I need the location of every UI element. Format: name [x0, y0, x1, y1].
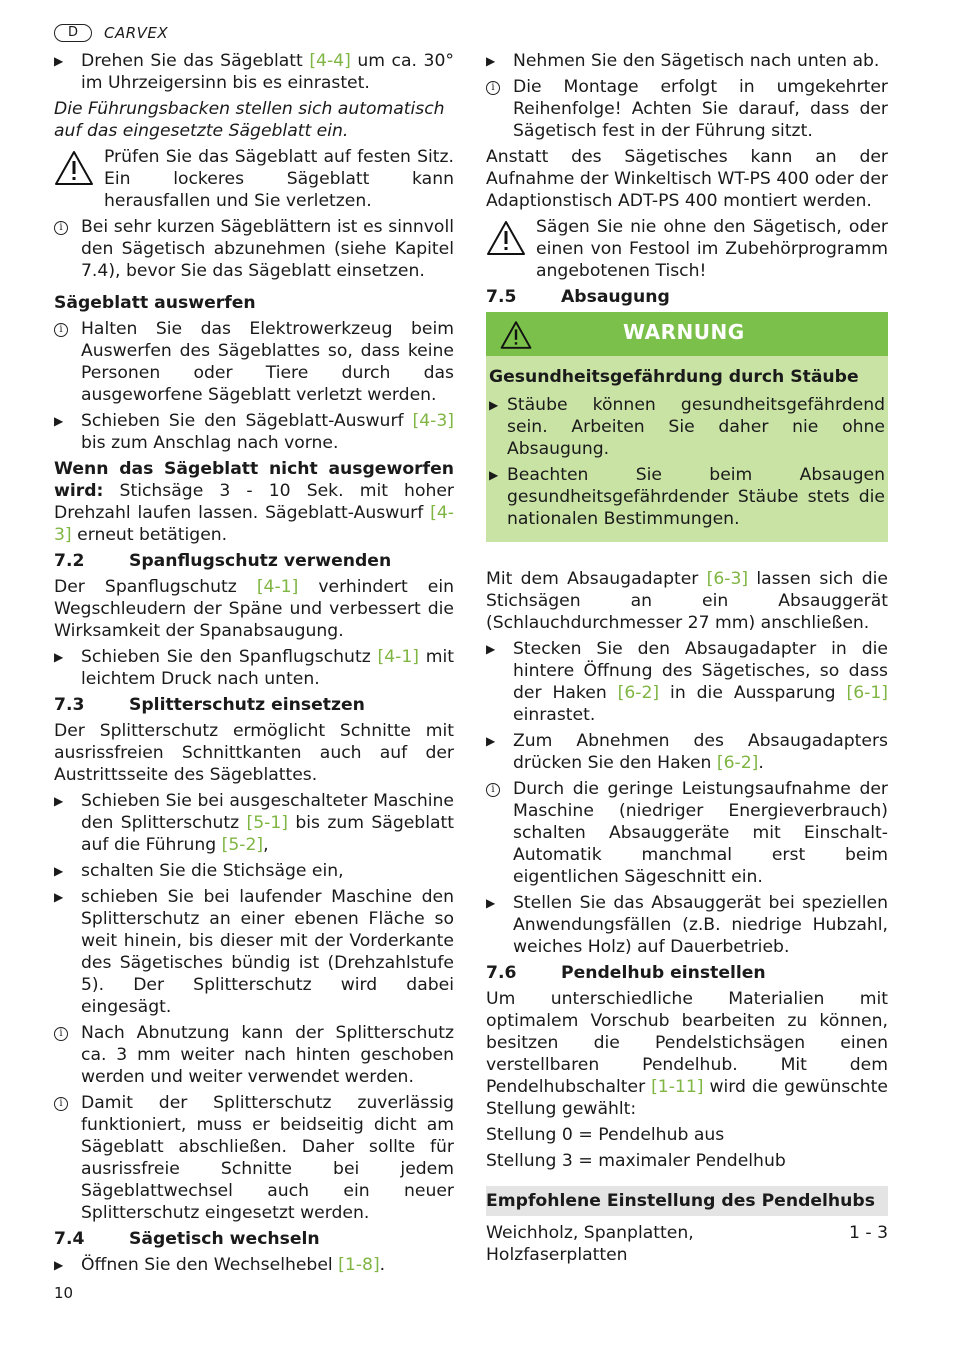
list-item: ▶ Nehmen Sie den Sägetisch nach unten ab. — [486, 51, 880, 71]
setting-value: 1 - 3 — [849, 1223, 888, 1243]
figure-reference: [6-2] — [716, 753, 759, 773]
info-note: i Nach Abnutzung kann der Splitterschutz ca. 3 mm weiter nach hinten geschoben werden und weiter verwendet werden. — [54, 1022, 454, 1088]
list-item: ▶ Zum Abnehmen des Absaugadapters drücken Sie den Haken [6-2]. — [486, 731, 888, 773]
list-item: ▶ Beachten Sie beim Absaugen gesundheitsgefährdender Stäube stets die nationalen Bestimmungen. — [489, 465, 885, 529]
page-number: 10 — [54, 1284, 74, 1302]
triangle-right-icon: ▶ — [486, 896, 496, 910]
warning-note: Prüfen Sie das Sägeblatt auf festen Sitz. Ein lockeres Sägeblatt kann herausfallen und Sie verletzen. — [54, 146, 454, 212]
section-heading-7-6: 7.6 Pendelhub einstellen — [486, 963, 766, 983]
paragraph: Wenn das Sägeblatt nicht ausgeworfen wird: Stichsäge 3 - 10 Sek. mit hoher Drehzahl laufen lassen. Sägeblatt-Auswurf [4-3] erneut betätigen. — [54, 459, 454, 545]
figure-reference: [5-1] — [246, 813, 289, 833]
subheading: Sägeblatt auswerfen — [54, 293, 256, 313]
info-icon: i — [486, 783, 500, 797]
warning-note: Sägen Sie nie ohne den Sägetisch, oder einen von Festool im Zubehörprogramm angebotenen Tisch! — [486, 216, 888, 282]
brand-name: CARVEX — [104, 24, 169, 42]
triangle-right-icon: ▶ — [54, 794, 64, 808]
setting-line: Stellung 3 = maximaler Pendelhub — [486, 1151, 786, 1171]
list-item: ▶ Stäube können gesundheitsgefährdend sein. Arbeiten Sie daher nie ohne Absaugung. — [489, 395, 885, 459]
list-item: ▶ Schieben Sie den Spanflugschutz [4-1] mit leichtem Druck nach unten. — [54, 647, 454, 689]
figure-reference: [6-1] — [846, 683, 888, 703]
list-item: ▶ Drehen Sie das Sägeblatt [4-4] um ca. 30° im Uhrzeigersinn bis es einrastet. — [54, 51, 454, 93]
section-heading-7-2: 7.2 Spanflugschutz verwenden — [54, 551, 392, 571]
language-badge: D — [54, 24, 92, 42]
list-item: ▶ Schieben Sie den Sägeblatt-Auswurf [4-3] bis zum Anschlag nach vorne. — [54, 411, 454, 453]
triangle-right-icon: ▶ — [486, 642, 496, 656]
triangle-right-icon: ▶ — [486, 734, 496, 748]
info-icon: i — [54, 1097, 68, 1111]
triangle-right-icon: ▶ — [54, 890, 64, 904]
paragraph: Der Splitterschutz ermöglicht Schnitte mit ausrissfreien Schnittkanten auch auf der Austrittsseite des Sägeblattes. — [54, 721, 454, 785]
paragraph: Mit dem Absaugadapter [6-3] lassen sich die Stichsägen an ein Absauggerät (Schlauchdurchmesser 27 mm) anschließen. — [486, 569, 888, 633]
list-item: ▶ Schieben Sie bei ausgeschalteter Maschine den Splitterschutz [5-1] bis zum Sägeblatt auf die Führung [5-2], — [54, 791, 454, 855]
triangle-right-icon: ▶ — [54, 1258, 64, 1272]
info-note: i Die Montage erfolgt in umgekehrter Reihenfolge! Achten Sie darauf, dass der Sägetisch fest in der Führung sitzt. — [486, 76, 888, 142]
page-header — [54, 24, 168, 42]
triangle-right-icon: ▶ — [54, 414, 64, 428]
triangle-right-icon: ▶ — [489, 468, 499, 482]
info-note: i Halten Sie das Elektrowerkzeug beim Auswerfen des Sägeblattes so, dass keine Personen oder Tiere durch das ausgeworfene Sägeblatt verletzt werden. — [54, 318, 454, 406]
warning-header — [486, 312, 888, 356]
figure-reference: [4-4] — [309, 51, 351, 71]
figure-reference: [1-8] — [338, 1255, 380, 1275]
triangle-right-icon: ▶ — [54, 54, 64, 68]
figure-reference: [4-1] — [377, 647, 419, 667]
figure-reference: [4-3] — [412, 411, 454, 431]
info-note: i Durch die geringe Leistungsaufnahme der Maschine (niedriger Energieverbrauch) schalten Absauggeräte mit Einschalt-Automatik manchmal erst beim eigentlichen Sägeschnitt ein. — [486, 778, 888, 888]
left-column — [54, 50, 454, 1280]
setting-line: Stellung 0 = Pendelhub aus — [486, 1125, 725, 1145]
note-text: Die Führungsbacken stellen sich automatisch auf das eingesetzte Sägeblatt ein. — [54, 99, 445, 141]
triangle-right-icon: ▶ — [54, 650, 64, 664]
figure-reference: [1-11] — [651, 1077, 704, 1097]
warning-body — [486, 356, 888, 542]
warning-subtitle: Gesundheitsgefährdung durch Stäube — [489, 367, 859, 387]
list-item: ▶ Stellen Sie das Absauggerät bei speziellen Anwendungsfällen (z.B. niedrige Hubzahl, weiches Holz) auf Dauerbetrieb. — [486, 893, 888, 957]
figure-reference: [4-3] — [54, 503, 454, 545]
paragraph: Anstatt des Sägetisches kann an der Aufnahme der Winkeltisch WT-PS 400 oder der Adaptionstisch ADT-PS 400 montiert werden. — [486, 147, 888, 211]
warning-triangle-icon — [486, 220, 526, 256]
triangle-right-icon: ▶ — [489, 398, 499, 412]
triangle-right-icon: ▶ — [54, 864, 64, 878]
figure-reference: [6-3] — [706, 569, 749, 589]
right-column — [486, 50, 888, 1266]
info-icon: i — [54, 1027, 68, 1041]
table-row — [486, 1222, 888, 1266]
material-label: Weichholz, Spanplatten, Holzfaserplatten — [486, 1223, 694, 1265]
info-icon: i — [54, 323, 68, 337]
list-item: ▶ schieben Sie bei laufender Maschine den Splitterschutz an einer ebenen Fläche so weit hinein, bis dieser mit der Vorderkante des Sägetisches bündig ist (Drehzahlstufe 5). Der Splitterschutz wird dabei eingesägt. — [54, 887, 454, 1017]
warning-box — [486, 312, 888, 542]
warning-title: WARNUNG — [623, 320, 745, 344]
info-note: i Damit der Splitterschutz zuverlässig funktioniert, muss er beidseitig dicht am Sägeblatt abschließen. Daher sollte für ausrissfreie Schnitte bei jedem Sägeblattwechsel auch ein neuer Splitterschutz eingesetzt werden. — [54, 1092, 454, 1224]
paragraph: Um unterschiedliche Materialien mit optimalem Vorschub bearbeiten zu können, besitzen die Pendelstichsägen einen verstellbaren Pendelhub. Mit dem Pendelhubschalter [1-11] wird die gewünschte Stellung gewählt: — [486, 989, 888, 1119]
section-heading-7-5: 7.5 Absaugung — [486, 287, 670, 307]
section-heading-7-4: 7.4 Sägetisch wechseln — [54, 1229, 320, 1249]
section-heading-7-3: 7.3 Splitterschutz einsetzen — [54, 695, 365, 715]
warning-triangle-icon — [54, 150, 94, 186]
figure-reference: [6-2] — [617, 683, 660, 703]
list-item: ▶ Öffnen Sie den Wechselhebel [1-8]. — [54, 1255, 386, 1275]
recommendation-header: Empfohlene Einstellung des Pendelhubs — [486, 1186, 888, 1216]
list-item: ▶ Stecken Sie den Absaugadapter in die hintere Öffnung des Sägetisches, so dass der Haken [6-2] in die Aussparung [6-1] einrastet. — [486, 639, 888, 725]
list-item: ▶ schalten Sie die Stichsäge ein, — [54, 861, 344, 881]
figure-reference: [5-2] — [221, 835, 264, 855]
info-note: i Bei sehr kurzen Sägeblättern ist es sinnvoll den Sägetisch abzunehmen (siehe Kapitel 7.4), bevor Sie das Sägeblatt einsetzen. — [54, 216, 454, 282]
info-icon: i — [54, 221, 68, 235]
figure-reference: [4-1] — [256, 577, 299, 597]
triangle-right-icon: ▶ — [486, 54, 496, 68]
paragraph: Der Spanflugschutz [4-1] verhindert ein Wegschleudern der Späne und verbessert die Wirksamkeit der Spanabsaugung. — [54, 577, 454, 641]
info-icon: i — [486, 81, 500, 95]
warning-triangle-icon — [500, 320, 532, 350]
